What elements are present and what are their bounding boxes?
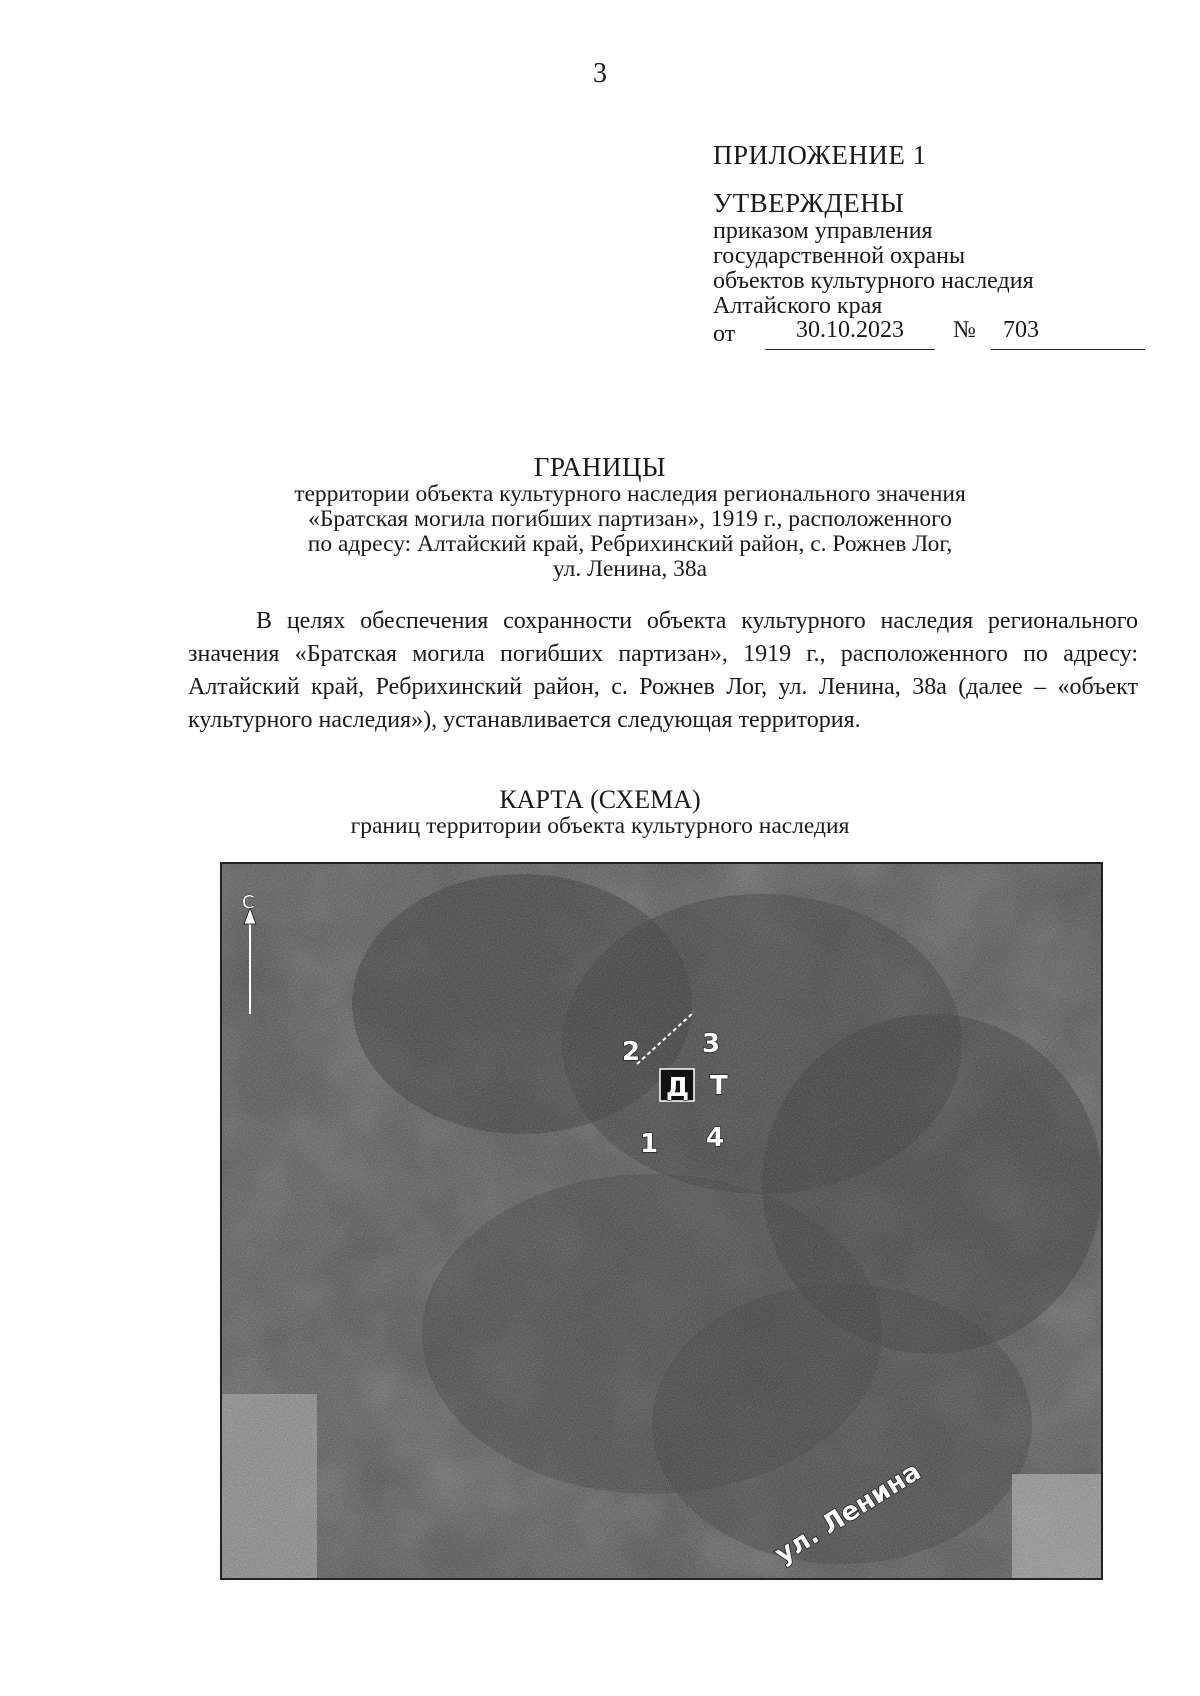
page-number: 3 <box>593 58 607 89</box>
approval-number-field <box>991 317 1145 350</box>
street-label: ул. Ленина <box>769 1456 927 1570</box>
map-point-2: 2 <box>622 1037 641 1067</box>
subtitle-line: по адресу: Алтайский край, Ребрихинский район, с. Рожнев Лог, <box>307 531 953 557</box>
boundaries-subtitle <box>180 482 1080 582</box>
map-scheme <box>220 862 1103 1580</box>
map-title: КАРТА (СХЕМА) <box>499 785 701 814</box>
number-sign: № <box>953 317 976 343</box>
map-image <box>222 864 1103 1580</box>
approval-date: 30.10.2023 <box>765 317 935 350</box>
approval-body <box>713 219 1034 319</box>
object-marker: Д <box>666 1073 690 1103</box>
map-subtitle: границ территории объекта культурного наследия <box>350 813 850 839</box>
body-paragraph <box>188 605 1138 737</box>
subtitle-line: территории объекта культурного наследия регионального значения <box>294 481 966 507</box>
map-point-4: 4 <box>706 1123 725 1153</box>
appendix-label: ПРИЛОЖЕНИЕ 1 <box>713 140 927 170</box>
subtitle-line: ул. Ленина, 38а <box>552 556 708 582</box>
subtitle-line: «Братская могила погибших партизан», 1919 г., расположенного <box>308 506 952 532</box>
map-point-1: 1 <box>640 1129 659 1159</box>
tree-marker: Т <box>710 1071 728 1101</box>
map-point-3: 3 <box>702 1029 721 1059</box>
approval-number: 703 <box>1003 317 1039 343</box>
approval-line: приказом управления <box>713 218 933 244</box>
approval-heading: УТВЕРЖДЕНЫ <box>713 188 905 218</box>
paragraph-text: В целях обеспечения сохранности объекта культурного наследия регионального значения «Братская могила погибших партизан», 1919 г., расположенного по адресу: Алтайский край, Ребрихинский район, с. Рожнев Лог, ул. Ленина, 38а (далее – «объект культурного наследия»), устанавливается следующая территория. <box>188 608 1138 733</box>
approval-line: объектов культурного наследия <box>713 268 1034 294</box>
approval-date-row <box>713 317 1145 351</box>
boundaries-title: ГРАНИЦЫ <box>533 452 667 482</box>
approval-line: государственной охраны <box>713 243 966 269</box>
date-prefix: от <box>713 321 736 347</box>
compass-letter: С <box>242 892 255 913</box>
approval-line: Алтайского края <box>713 293 883 319</box>
